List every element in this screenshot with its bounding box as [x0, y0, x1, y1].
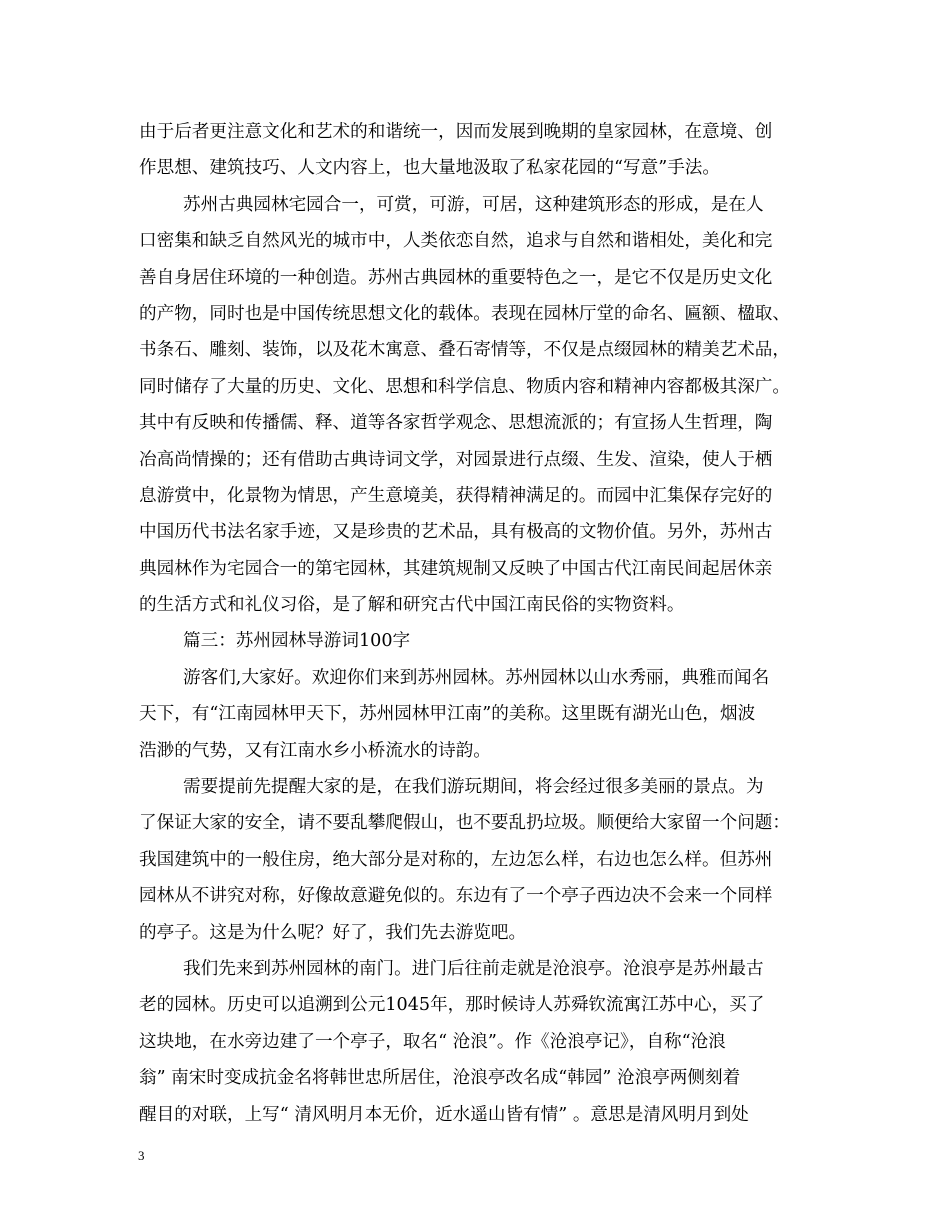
paragraph-first-line: 游客们,大家好。欢迎你们来到苏州园林。苏州园林以山水秀丽，典雅而闻名 — [183, 667, 770, 688]
text-line: 老的园林。历史可以追溯到公元1045年，那时候诗人苏舜钦流寓江苏中心，买了 — [139, 995, 765, 1016]
page-number: 3 — [138, 1148, 145, 1163]
paragraph-first-line: 我们先来到苏州园林的南门。进门后往前走就是沧浪亭。沧浪亭是苏州最古 — [183, 958, 764, 979]
text-line: 了保证大家的安全，请不要乱攀爬假山，也不要乱扔垃圾。顺便给大家留一个问题： — [139, 813, 790, 834]
section-heading: 篇三：苏州园林导游词100字 — [183, 631, 411, 652]
text-line: 这块地，在水旁边建了一个亭子，取名“ 沧浪”。作《沧浪亭记》，自称“沧浪 — [139, 1031, 726, 1052]
text-line: 冶高尚情操的；还有借助古典诗词文学，对园景进行点缀、生发、渲染，使人于栖 — [139, 449, 773, 470]
text-line: 园林从不讲究对称，好像故意避免似的。东边有了一个亭子西边决不会来一个同样 — [139, 886, 773, 907]
text-line: 的产物，同时也是中国传统思想文化的载体。表现在园林厅堂的命名、匾额、楹取、 — [139, 303, 790, 324]
text-line: 翁” 南宋时变成抗金名将韩世忠所居住，沧浪亭改名成“韩园” 沧浪亭两侧刻着 — [139, 1068, 741, 1089]
document-body — [139, 114, 819, 1133]
text-line: 我国建筑中的一般住房，绝大部分是对称的，左边怎么样，右边也怎么样。但苏州 — [139, 849, 773, 870]
text-line: 善自身居住环境的一种创造。苏州古典园林的重要特色之一，是它不仅是历史文化 — [139, 267, 773, 288]
text-line: 息游赏中，化景物为情思，产生意境美，获得精神满足的。而园中汇集保存完好的 — [139, 485, 773, 506]
text-line: 醒目的对联，上写“ 清风明月本无价，近水遥山皆有情” 。意思是清风明月到处 — [139, 1104, 749, 1125]
text-line: 天下，有“江南园林甲天下，苏州园林甲江南”的美称。这里既有湖光山色，烟波 — [139, 704, 756, 725]
text-line: 口密集和缺乏自然风光的城市中，人类依恋自然，追求与自然和谐相处，美化和完 — [139, 231, 773, 252]
paragraph-first-line: 需要提前先提醒大家的是，在我们游玩期间，将会经过很多美丽的景点。为 — [183, 777, 764, 798]
text-line: 浩渺的气势，又有江南水乡小桥流水的诗韵。 — [139, 740, 491, 761]
paragraph-first-line: 苏州古典园林宅园合一，可赏，可游，可居，这种建筑形态的形成，是在人 — [183, 194, 764, 215]
text-line: 的生活方式和礼仪习俗，是了解和研究古代中国江南民俗的实物资料。 — [139, 595, 685, 616]
text-line: 典园林作为宅园合一的第宅园林，其建筑规制又反映了中国古代江南民间起居休亲 — [139, 558, 773, 579]
text-line: 由于后者更注意文化和艺术的和谐统一，因而发展到晚期的皇家园林，在意境、创 — [139, 122, 773, 142]
text-line: 作思想、建筑技巧、人文内容上，也大量地汲取了私家花园的“写意”手法。 — [139, 158, 720, 179]
text-line: 中国历代书法名家手迹，又是珍贵的艺术品，具有极高的文物价值。另外，苏州古 — [139, 522, 773, 543]
text-line: 的亭子。这是为什么呢？好了，我们先去游览吧。 — [139, 922, 527, 943]
text-line: 同时储存了大量的历史、文化、思想和科学信息、物质内容和精神内容都极其深广。 — [139, 376, 790, 397]
text-line: 其中有反映和传播儒、释、道等各家哲学观念、思想流派的；有宣扬人生哲理，陶 — [139, 413, 773, 434]
text-line: 书条石、雕刻、装饰，以及花木寓意、叠石寄情等，不仅是点缀园林的精美艺术品， — [139, 340, 790, 361]
